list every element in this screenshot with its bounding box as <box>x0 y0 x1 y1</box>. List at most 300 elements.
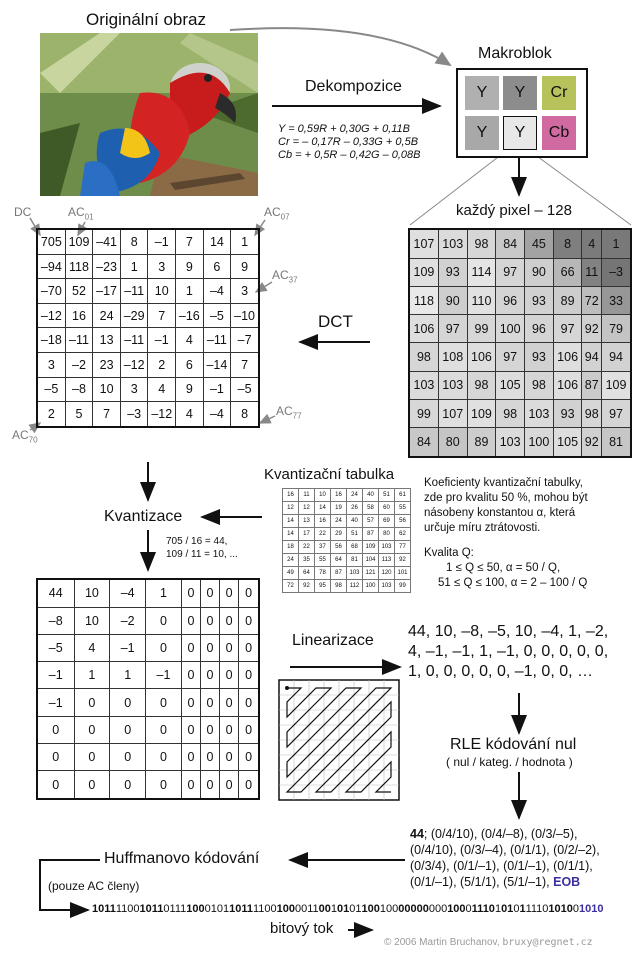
matrix-cell: 64 <box>299 567 315 580</box>
matrix-cell: 2 <box>148 352 176 377</box>
matrix-cell: 9 <box>176 377 204 402</box>
matrix-row <box>37 607 259 634</box>
matrix-row <box>283 554 411 567</box>
matrix-cell: 60 <box>379 502 395 515</box>
matrix-cell: 97 <box>438 315 467 343</box>
matrix-cell: 0 <box>110 771 146 799</box>
note-line2: zde pro kvalitu 50 %, mohou být <box>424 492 588 504</box>
matrix-row <box>409 315 631 343</box>
matrix-cell: 11 <box>299 489 315 502</box>
bit-group: 1110 <box>525 903 549 915</box>
quality-range-2: 51 ≤ Q ≤ 100, α = 2 – 100 / Q <box>438 577 588 589</box>
matrix-cell: 16 <box>283 489 299 502</box>
matrix-cell: 103 <box>496 428 525 457</box>
note-line3: násobeny konstantou α, která <box>424 507 576 519</box>
matrix-cell: 81 <box>347 554 363 567</box>
matrix-cell: 0 <box>200 689 219 716</box>
matrix-cell: 4 <box>176 402 204 427</box>
bit-group: 1011 <box>229 903 253 915</box>
matrix-cell: 99 <box>467 315 496 343</box>
matrix-cell: 103 <box>347 567 363 580</box>
parrot-picture <box>40 33 258 196</box>
matrix-cell: 106 <box>467 343 496 371</box>
matrix-cell: 100 <box>363 580 379 593</box>
matrix-cell: –18 <box>37 328 65 353</box>
matrix-cell: –41 <box>93 229 121 254</box>
matrix-cell: 4 <box>176 328 204 353</box>
matrix-cell: 84 <box>496 229 525 258</box>
matrix-cell: 90 <box>525 258 554 286</box>
matrix-cell: 103 <box>525 399 554 427</box>
matrix-cell: 56 <box>331 541 347 554</box>
matrix-row <box>283 489 411 502</box>
matrix-row <box>37 771 259 799</box>
matrix-row <box>37 634 259 661</box>
matrix-cell: 103 <box>379 541 395 554</box>
block-y2: Y <box>503 76 537 110</box>
matrix-cell: 6 <box>203 254 231 279</box>
matrix-cell: 8 <box>231 402 259 427</box>
matrix-cell: 18 <box>283 541 299 554</box>
matrix-row <box>37 744 259 771</box>
matrix-cell: 14 <box>315 502 331 515</box>
matrix-row <box>37 279 259 304</box>
matrix-cell: –3 <box>602 258 631 286</box>
matrix-cell: 92 <box>582 428 602 457</box>
matrix-row <box>283 541 411 554</box>
matrix-row <box>37 662 259 689</box>
matrix-cell: 0 <box>239 634 259 661</box>
matrix-cell: 0 <box>239 579 259 607</box>
matrix-cell: 0 <box>74 689 110 716</box>
matrix-cell: 705 <box>37 229 65 254</box>
matrix-cell: 109 <box>602 371 631 399</box>
dekompozice-label: Dekompozice <box>305 78 402 95</box>
matrix-cell: 33 <box>602 286 631 314</box>
matrix-cell: –11 <box>65 328 93 353</box>
matrix-cell: –1 <box>110 634 146 661</box>
matrix-cell: 0 <box>220 689 239 716</box>
matrix-cell: 51 <box>379 489 395 502</box>
bit-group: 1 <box>330 903 338 915</box>
matrix-cell: 0 <box>239 744 259 771</box>
matrix-cell: 94 <box>582 343 602 371</box>
matrix-row <box>283 528 411 541</box>
matrix-cell: 0 <box>200 607 219 634</box>
matrix-cell: 3 <box>120 377 148 402</box>
rle-label: RLE kódování nul <box>450 736 577 753</box>
matrix-row <box>37 254 259 279</box>
matrix-cell: 51 <box>347 528 363 541</box>
bit-group: 100 <box>379 903 399 915</box>
eob-marker: EOB <box>553 875 581 889</box>
matrix-cell: 93 <box>438 258 467 286</box>
matrix-cell: 87 <box>363 528 379 541</box>
matrix-cell: 120 <box>379 567 395 580</box>
bit-group: 00000 <box>398 903 429 915</box>
matrix-row <box>283 580 411 593</box>
matrix-cell: 98 <box>331 580 347 593</box>
matrix-cell: 0 <box>239 607 259 634</box>
matrix-row <box>37 716 259 743</box>
matrix-cell: –16 <box>176 303 204 328</box>
ac01-label: $AC_{01}$ <box>68 205 94 222</box>
dc-label: DC <box>14 205 32 219</box>
matrix-cell: 0 <box>200 634 219 661</box>
matrix-cell: 109 <box>363 541 379 554</box>
matrix-cell: –5 <box>37 634 74 661</box>
matrix-cell: –12 <box>37 303 65 328</box>
dct-label: DCT <box>318 312 353 331</box>
matrix-cell: 13 <box>299 515 315 528</box>
matrix-cell: 4 <box>74 634 110 661</box>
matrix-cell: 0 <box>146 744 182 771</box>
huffman-label: Huffmanovo kódování <box>104 850 260 867</box>
matrix-cell: –11 <box>120 328 148 353</box>
matrix-cell: –1 <box>37 662 74 689</box>
bit-group: 1110 <box>471 903 495 915</box>
matrix-cell: 0 <box>200 744 219 771</box>
matrix-cell: 10 <box>74 579 110 607</box>
matrix-cell: 0 <box>220 744 239 771</box>
matrix-cell: 0 <box>146 607 182 634</box>
matrix-cell: 98 <box>409 343 438 371</box>
quant-note <box>424 476 588 591</box>
matrix-cell: 99 <box>395 580 411 593</box>
matrix-cell: 114 <box>467 258 496 286</box>
matrix-cell: 118 <box>65 254 93 279</box>
matrix-row <box>409 286 631 314</box>
matrix-cell: 8 <box>553 229 582 258</box>
matrix-cell: 0 <box>181 716 200 743</box>
title-original: Originální obraz <box>86 10 207 29</box>
bit-group: 1 <box>519 903 526 915</box>
note-line1: Koeficienty kvantizační tabulky, <box>424 477 583 489</box>
bit-group: 1 <box>494 903 502 915</box>
matrix-cell: 80 <box>438 428 467 457</box>
matrix-cell: 1 <box>602 229 631 258</box>
matrix-cell: 100 <box>496 315 525 343</box>
arrow-original-to-makroblok <box>230 28 450 65</box>
matrix-cell: 106 <box>553 371 582 399</box>
matrix-cell: 103 <box>438 229 467 258</box>
matrix-cell: 104 <box>363 554 379 567</box>
bit-group: 0 <box>513 903 520 915</box>
matrix-cell: –10 <box>231 303 259 328</box>
linearizace-label: Linearizace <box>292 632 374 649</box>
matrix-cell: –3 <box>120 402 148 427</box>
ac07-label: $AC_{07}$ <box>264 205 290 222</box>
matrix-cell: 16 <box>65 303 93 328</box>
matrix-cell: –2 <box>65 352 93 377</box>
matrix-cell: 92 <box>395 554 411 567</box>
matrix-cell: 22 <box>315 528 331 541</box>
matrix-cell: 62 <box>395 528 411 541</box>
matrix-cell: 49 <box>283 567 299 580</box>
matrix-cell: 0 <box>37 716 74 743</box>
matrix-cell: 0 <box>181 744 200 771</box>
matrix-cell: 40 <box>363 489 379 502</box>
dct-matrix <box>36 228 260 428</box>
matrix-cell: 4 <box>582 229 602 258</box>
matrix-cell: 106 <box>409 315 438 343</box>
matrix-cell: 4 <box>148 377 176 402</box>
matrix-row <box>283 515 411 528</box>
matrix-cell: –11 <box>120 279 148 304</box>
matrix-cell: –7 <box>231 328 259 353</box>
matrix-cell: 0 <box>146 771 182 799</box>
matrix-cell: –94 <box>37 254 65 279</box>
matrix-cell: 0 <box>220 607 239 634</box>
bitstream <box>92 903 604 915</box>
matrix-cell: 107 <box>409 229 438 258</box>
matrix-cell: 24 <box>93 303 121 328</box>
matrix-cell: 10 <box>315 489 331 502</box>
bit-group: 00 <box>318 903 331 915</box>
matrix-cell: –5 <box>203 303 231 328</box>
matrix-cell: 1 <box>120 254 148 279</box>
matrix-row <box>409 343 631 371</box>
matrix-cell: 3 <box>148 254 176 279</box>
bit-group: 01 <box>349 903 362 915</box>
matrix-cell: 107 <box>438 399 467 427</box>
matrix-cell: 0 <box>181 689 200 716</box>
matrix-cell: –1 <box>203 377 231 402</box>
matrix-cell: 0 <box>239 771 259 799</box>
bit-group: 01 <box>337 903 350 915</box>
matrix-cell: 7 <box>148 303 176 328</box>
matrix-row <box>283 502 411 515</box>
matrix-cell: 14 <box>283 528 299 541</box>
matrix-cell: 103 <box>409 371 438 399</box>
matrix-row <box>409 399 631 427</box>
matrix-cell: 61 <box>395 489 411 502</box>
bit-group: 0111 <box>163 903 187 915</box>
matrix-cell: 93 <box>525 343 554 371</box>
matrix-cell: 72 <box>283 580 299 593</box>
matrix-cell: 93 <box>553 399 582 427</box>
matrix-cell: –1 <box>37 689 74 716</box>
equation-cr: Cr = – 0,17R – 0,33G + 0,5B <box>278 136 419 148</box>
matrix-cell: 12 <box>299 502 315 515</box>
matrix-cell: 9 <box>231 254 259 279</box>
matrix-cell: –1 <box>148 328 176 353</box>
matrix-cell: 12 <box>283 502 299 515</box>
matrix-cell: 0 <box>181 662 200 689</box>
matrix-cell: –29 <box>120 303 148 328</box>
matrix-cell: 0 <box>239 716 259 743</box>
matrix-cell: –4 <box>110 579 146 607</box>
matrix-cell: 7 <box>231 352 259 377</box>
bit-group: 1011 <box>92 903 116 915</box>
ac70-label: $AC_{70}$ <box>12 428 38 445</box>
matrix-cell: –4 <box>203 279 231 304</box>
matrix-cell: 101 <box>395 567 411 580</box>
matrix-cell: 79 <box>602 315 631 343</box>
matrix-cell: 0 <box>239 689 259 716</box>
matrix-cell: 0 <box>74 771 110 799</box>
bit-group: 000 <box>428 903 448 915</box>
kvantizace-label: Kvantizace <box>104 508 183 525</box>
block-y1: Y <box>465 76 499 110</box>
matrix-cell: 0 <box>146 689 182 716</box>
matrix-cell: –14 <box>203 352 231 377</box>
matrix-cell: 24 <box>283 554 299 567</box>
pixel-matrix <box>408 228 632 458</box>
note-line4: určuje míru ztrátovosti. <box>424 522 541 534</box>
quant-table-label: Kvantizační tabulka <box>264 466 395 483</box>
matrix-cell: 8 <box>120 229 148 254</box>
matrix-cell: 98 <box>467 371 496 399</box>
bit-group: 0 <box>572 903 580 915</box>
matrix-row <box>283 567 411 580</box>
matrix-cell: –8 <box>37 607 74 634</box>
bit-group: 100 <box>276 903 295 915</box>
matrix-cell: 0 <box>220 579 239 607</box>
matrix-cell: 99 <box>409 399 438 427</box>
matrix-cell: 110 <box>467 286 496 314</box>
matrix-cell: 100 <box>525 428 554 457</box>
matrix-cell: 93 <box>525 286 554 314</box>
matrix-cell: –4 <box>203 402 231 427</box>
zigzag-diagram <box>279 680 399 800</box>
matrix-cell: 57 <box>363 515 379 528</box>
matrix-cell: 0 <box>200 662 219 689</box>
matrix-cell: 95 <box>315 580 331 593</box>
matrix-row <box>37 328 259 353</box>
matrix-cell: 9 <box>176 254 204 279</box>
matrix-cell: 10 <box>74 607 110 634</box>
bit-group: 100 <box>361 903 380 915</box>
matrix-row <box>409 428 631 457</box>
matrix-cell: 109 <box>409 258 438 286</box>
matrix-row <box>37 689 259 716</box>
matrix-cell: 1 <box>231 229 259 254</box>
matrix-cell: 66 <box>553 258 582 286</box>
matrix-cell: 0 <box>110 716 146 743</box>
color-equations <box>278 123 420 162</box>
matrix-cell: 0 <box>220 662 239 689</box>
matrix-cell: 87 <box>331 567 347 580</box>
matrix-cell: 0 <box>74 716 110 743</box>
matrix-row <box>37 579 259 607</box>
matrix-cell: 55 <box>395 502 411 515</box>
author-email: bruxy@regnet.cz <box>502 937 593 948</box>
matrix-cell: 14 <box>283 515 299 528</box>
linear-sequence: 44, 10, –8, –5, 10, –4, 1, –2, 4, –1, –1, 1, –1, 0, 0, 0, 0, 0, 1, 0, 0, 0, 0, 0, –1, 0, 0, … <box>408 623 609 680</box>
matrix-cell: –8 <box>65 377 93 402</box>
bit-group: 1100 <box>115 903 140 915</box>
matrix-cell: 98 <box>582 399 602 427</box>
matrix-cell: 105 <box>496 371 525 399</box>
matrix-cell: 0 <box>146 716 182 743</box>
pixel-label: každý pixel – 128 <box>456 202 572 219</box>
matrix-row <box>37 402 259 427</box>
matrix-cell: –11 <box>203 328 231 353</box>
matrix-cell: 58 <box>363 502 379 515</box>
matrix-cell: 89 <box>553 286 582 314</box>
matrix-cell: –17 <box>93 279 121 304</box>
matrix-cell: –1 <box>148 229 176 254</box>
matrix-cell: 0 <box>200 579 219 607</box>
matrix-cell: 0 <box>220 634 239 661</box>
matrix-cell: 105 <box>553 428 582 457</box>
matrix-cell: 40 <box>347 515 363 528</box>
huffman-note: (pouze AC členy) <box>48 879 140 893</box>
quant-table <box>282 488 411 593</box>
matrix-cell: 97 <box>496 258 525 286</box>
bit-group: 0101 <box>204 903 230 915</box>
matrix-cell: 11 <box>582 258 602 286</box>
bit-group: 1100 <box>252 903 277 915</box>
bitstream-label: bitový tok <box>270 920 334 937</box>
matrix-cell: 14 <box>203 229 231 254</box>
matrix-row <box>409 229 631 258</box>
matrix-row <box>37 377 259 402</box>
matrix-cell: 97 <box>602 399 631 427</box>
matrix-cell: 84 <box>409 428 438 457</box>
matrix-row <box>37 229 259 254</box>
matrix-cell: 103 <box>379 580 395 593</box>
matrix-cell: –2 <box>110 607 146 634</box>
matrix-cell: 0 <box>110 744 146 771</box>
quantized-matrix <box>36 578 260 800</box>
matrix-cell: 121 <box>363 567 379 580</box>
matrix-cell: –5 <box>37 377 65 402</box>
quality-title: Kvalita Q: <box>424 547 474 559</box>
matrix-cell: 0 <box>181 634 200 661</box>
matrix-cell: 92 <box>299 580 315 593</box>
block-cr: Cr <box>542 76 576 110</box>
matrix-cell: –1 <box>146 662 182 689</box>
matrix-cell: 52 <box>65 279 93 304</box>
matrix-cell: 0 <box>200 716 219 743</box>
matrix-cell: 56 <box>395 515 411 528</box>
matrix-cell: –12 <box>120 352 148 377</box>
matrix-cell: 37 <box>315 541 331 554</box>
matrix-cell: 97 <box>496 343 525 371</box>
kvantizace-calc: 705 / 16 = 44, 109 / 11 = 10, ... <box>166 536 238 560</box>
matrix-cell: 78 <box>315 567 331 580</box>
bit-group: 0 <box>465 903 472 915</box>
rle-sub: ( nul / kateg. / hodnota ) <box>446 755 573 769</box>
matrix-cell: 0 <box>37 771 74 799</box>
matrix-cell: 16 <box>315 515 331 528</box>
matrix-cell: 19 <box>331 502 347 515</box>
bit-group: 0011 <box>294 903 319 915</box>
block-y4: Y <box>503 116 537 150</box>
matrix-cell: 98 <box>467 229 496 258</box>
matrix-cell: 0 <box>239 662 259 689</box>
matrix-cell: 92 <box>582 315 602 343</box>
matrix-row <box>409 258 631 286</box>
makroblok-box <box>456 68 588 158</box>
matrix-cell: 69 <box>379 515 395 528</box>
ac37-label: $AC_{37}$ <box>272 268 298 285</box>
matrix-cell: 0 <box>74 744 110 771</box>
matrix-cell: 16 <box>331 489 347 502</box>
bit-group: 1010 <box>548 903 573 915</box>
original-image <box>40 33 258 196</box>
matrix-cell: 29 <box>331 528 347 541</box>
rle-output: 44; (0/4/10), (0/4/–8), (0/3/–5), (0/4/10), (0/3/–4), (0/1/1), (0/2/–2), (0/3/4), (0/1/–1), (0/1/–1), (0/1/1), (0/1/–1), (5/1/1), (5/1/–1), EOB <box>410 827 600 889</box>
matrix-cell: 7 <box>93 402 121 427</box>
matrix-cell: 90 <box>438 286 467 314</box>
matrix-cell: 6 <box>176 352 204 377</box>
bit-group: 100 <box>447 903 466 915</box>
bit-group: 01 <box>501 903 514 915</box>
matrix-row <box>37 352 259 377</box>
